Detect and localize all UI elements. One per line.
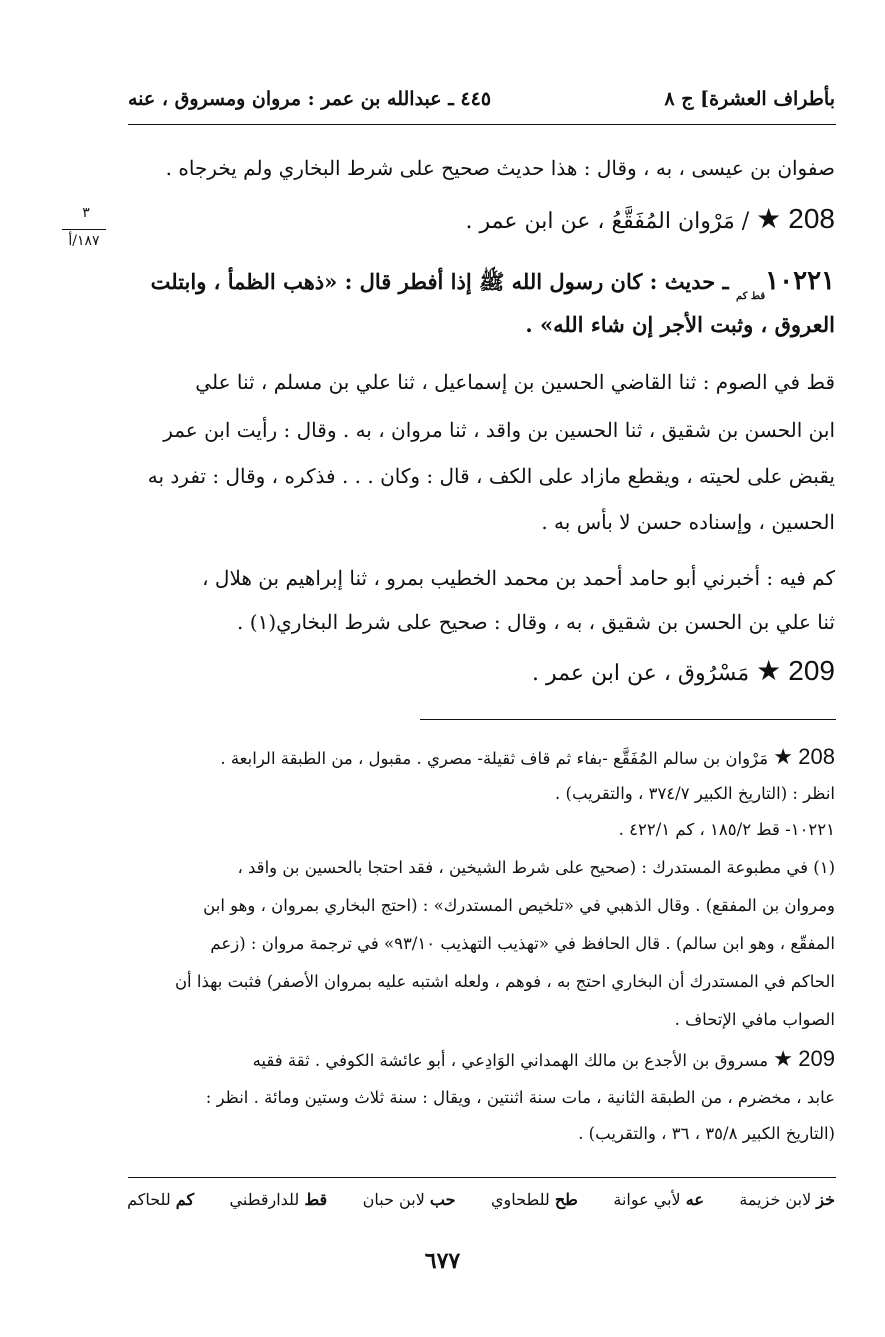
footnote-refs: ١٠٢٢١- قط ١٨٥/٢ ، كم ٤٢٢/١ .: [618, 820, 835, 839]
star-icon: ★: [756, 655, 782, 686]
paragraph-line: الحسين ، وإسناده حسن لا بأس به .: [541, 510, 835, 534]
key-name: لابن حبان: [362, 1190, 425, 1209]
star-icon: ★: [756, 203, 782, 234]
paragraph-line: ابن الحسن بن شقيق ، ثنا الحسين بن واقد ، ثنا مروان ، به . وقال : رأيت ابن عمر: [163, 418, 835, 442]
hadith-line: العروق ، وثبت الأجر إن شاء الله» .: [525, 312, 835, 337]
key-item: [230, 1190, 328, 1209]
key-abbr: كم: [175, 1190, 195, 1209]
key-name: لابن خزيمة: [739, 1190, 812, 1209]
footnote-line: المفقّع ، وهو ابن سالم) . قال الحافظ في «تهذيب التهذيب ٩٣/١٠» في ترجمة مروان : (زعم: [210, 934, 835, 953]
key-divider: [128, 1177, 836, 1178]
hadith-number: ١٠٢٢١: [765, 266, 835, 296]
paragraph-line: ثنا علي بن الحسن بن شقيق ، به ، وقال : صحيح على شرط البخاري(١) .: [237, 610, 835, 634]
key-abbr: خز: [816, 1190, 835, 1209]
footnote-number: 208: [798, 744, 835, 769]
entry-208-heading: [127, 202, 835, 235]
footnote-text: مَرْوان بن سالم المُفَقَّع -بفاء ثم قاف ثقيلة- مصري . مقبول ، من الطبقة الرابعة .: [220, 749, 769, 768]
footnote-line: (١) في مطبوعة المستدرك : (صحيح على شرط الشيخين ، فقد احتجا بالحسين بن واقد ،: [237, 858, 835, 877]
entry-209-heading: [127, 654, 835, 687]
footnote-line: الحاكم في المستدرك أن البخاري احتج به ، فوهم ، ولعله اشتبه عليه بمروان الأصفر) فثبت بهذا أن: [174, 972, 835, 991]
key-abbr: قط: [304, 1190, 328, 1209]
star-icon: ★: [773, 744, 794, 769]
paragraph-line: قط في الصوم : ثنا القاضي الحسين بن إسماعيل ، ثنا علي بن مسلم ، ثنا علي: [195, 370, 835, 394]
key-item: [363, 1190, 456, 1209]
footnote-number: 209: [798, 1046, 835, 1071]
body-line: صفوان بن عيسى ، به ، وقال : هذا حديث صحيح على شرط البخاري ولم يخرجاه .: [165, 156, 835, 180]
key-item: [127, 1190, 194, 1209]
hadith-text: ـ حديث : كان رسول الله ﷺ إذا أفطر قال : «ذهب الظمأ ، وابتلت: [150, 269, 729, 294]
running-header-section: ٤٤٥ ـ عبدالله بن عمر : مروان ومسروق ، عنه: [128, 88, 492, 110]
running-header-volume: بأطراف العشرة] ج ٨: [664, 88, 835, 110]
entry-title: / مَرْوان المُفَقَّعُ ، عن ابن عمر .: [465, 209, 750, 234]
footnote-text: مسروق بن الأجدع بن مالك الهمداني الوَادِعي ، أبو عائشة الكوفي . ثقة فقيه: [252, 1051, 769, 1070]
key-abbr: حب: [429, 1190, 456, 1209]
entry-number: 209: [788, 655, 835, 686]
hadith-sigla: قط كم: [736, 291, 766, 302]
paragraph-line: يقبض على لحيته ، ويقطع مازاد على الكف ، قال : وكان . . . فذكره ، وقال : تفرد به: [147, 464, 835, 488]
key-name: لأبي عوانة: [613, 1190, 681, 1209]
margin-manuscript-ref: ١٨٧/أ: [68, 233, 100, 249]
footnote-line: (التاريخ الكبير ٣٥/٨ ، ٣٦ ، والتقريب) .: [578, 1124, 835, 1143]
entry-number: 208: [788, 203, 835, 234]
key-abbr: عه: [685, 1190, 704, 1209]
footnote-line: [127, 744, 835, 770]
key-item: [491, 1190, 578, 1209]
abbreviations-key: [127, 1190, 835, 1209]
key-name: للدارقطني: [229, 1190, 300, 1209]
footnote-divider: [420, 719, 836, 720]
footnote-line: عابد ، مخضرم ، من الطبقة الثانية ، مات سنة اثنتين ، ويقال : سنة ثلاث وستين ومائة . انظر :: [205, 1088, 835, 1107]
key-name: للحاكم: [127, 1190, 171, 1209]
key-item: [613, 1190, 704, 1209]
entry-title: مَسْرُوق ، عن ابن عمر .: [532, 661, 750, 686]
star-icon: ★: [773, 1046, 794, 1071]
margin-divider: [62, 229, 106, 230]
page-number: ٦٧٧: [424, 1248, 461, 1274]
hadith-line: [127, 266, 835, 302]
margin-number: ٣: [82, 205, 90, 221]
footnote-line: ومروان بن المفقع) . وقال الذهبي في «تلخيص المستدرك» : (احتج البخاري بمروان ، وهو ابن: [203, 896, 835, 915]
footnote-line: الصواب مافي الإتحاف .: [674, 1010, 835, 1029]
footnote-line: انظر : (التاريخ الكبير ٣٧٤/٧ ، والتقريب) .: [555, 784, 835, 803]
key-item: [739, 1190, 835, 1209]
key-name: للطحاوي: [490, 1190, 550, 1209]
paragraph-line: كم فيه : أخبرني أبو حامد أحمد بن محمد الخطيب بمرو ، ثنا إبراهيم بن هلال ،: [202, 566, 835, 590]
header-divider: [128, 124, 836, 125]
footnote-line: [127, 1046, 835, 1072]
key-abbr: طح: [554, 1190, 578, 1209]
